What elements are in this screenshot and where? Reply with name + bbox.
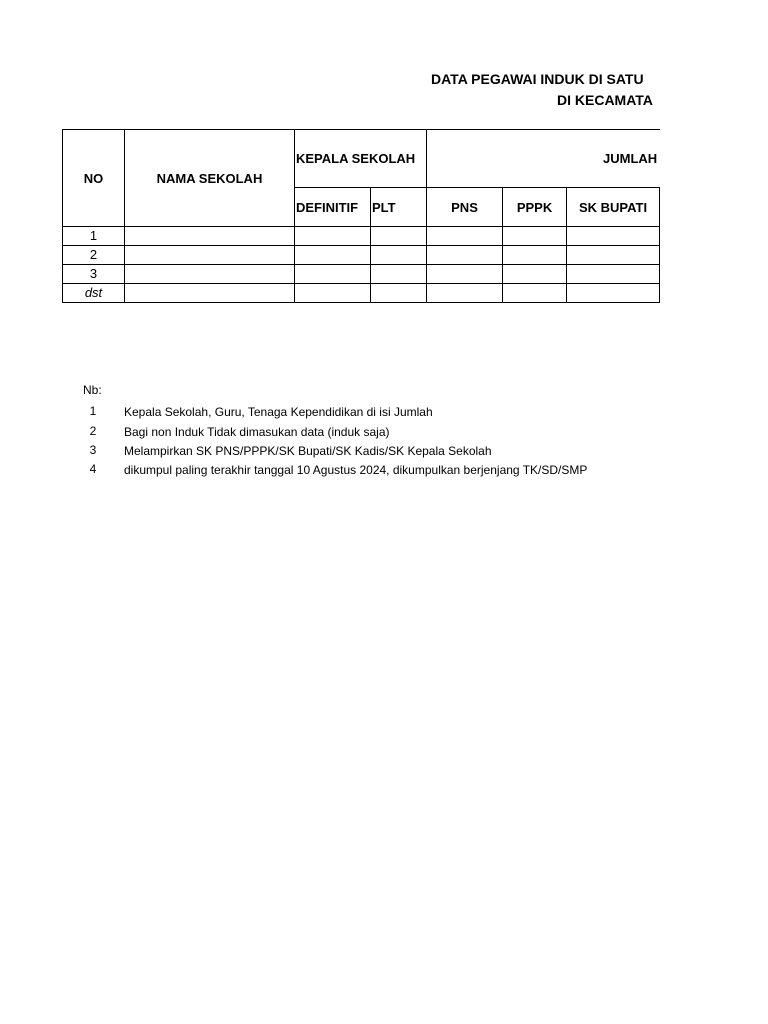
- note-number: 1: [89, 404, 97, 418]
- note-item: [83, 442, 103, 458]
- note-number: 3: [89, 443, 97, 457]
- note-item: [83, 423, 103, 439]
- header-pppk: PPPK: [503, 188, 567, 227]
- header-pns: PNS: [427, 188, 503, 227]
- header-kepala-sekolah: KEPALA SEKOLAH: [295, 130, 427, 188]
- header-jumlah: JUMLAH: [427, 130, 660, 188]
- cell-pppk[interactable]: [503, 284, 567, 303]
- cell-pns[interactable]: [427, 265, 503, 284]
- cell-plt[interactable]: [371, 265, 427, 284]
- note-number: 4: [89, 462, 97, 476]
- cell-pns[interactable]: [427, 227, 503, 246]
- row-number: 1: [63, 227, 125, 246]
- cell-nama-sekolah[interactable]: [125, 246, 295, 265]
- cell-sk-bupati[interactable]: [567, 284, 660, 303]
- table-row: [63, 227, 661, 246]
- cell-definitif[interactable]: [295, 265, 371, 284]
- document-title-line-2: DI KECAMATA: [557, 92, 653, 108]
- cell-pppk[interactable]: [503, 246, 567, 265]
- cell-pppk[interactable]: [503, 227, 567, 246]
- note-text: Kepala Sekolah, Guru, Tenaga Kependidikan di isi Jumlah: [124, 405, 433, 419]
- note-number: 2: [89, 424, 97, 438]
- cell-pns[interactable]: [427, 246, 503, 265]
- notes-label: Nb:: [83, 383, 102, 397]
- row-number: 2: [63, 246, 125, 265]
- header-plt: PLT: [371, 188, 427, 227]
- cell-definitif[interactable]: [295, 284, 371, 303]
- cell-pppk[interactable]: [503, 265, 567, 284]
- note-item: [83, 461, 103, 477]
- header-nama-sekolah: NAMA SEKOLAH: [125, 130, 295, 227]
- row-number: 3: [63, 265, 125, 284]
- cell-nama-sekolah[interactable]: [125, 284, 295, 303]
- note-text: dikumpul paling terakhir tanggal 10 Agustus 2024, dikumpulkan berjenjang TK/SD/SMP: [124, 463, 588, 477]
- note-text: Melampirkan SK PNS/PPPK/SK Bupati/SK Kadis/SK Kepala Sekolah: [124, 444, 492, 458]
- cell-sk-bupati[interactable]: [567, 227, 660, 246]
- note-item: [83, 403, 103, 419]
- cell-sk-bupati[interactable]: [567, 246, 660, 265]
- header-definitif: DEFINITIF: [295, 188, 371, 227]
- cell-nama-sekolah[interactable]: [125, 265, 295, 284]
- cell-nama-sekolah[interactable]: [125, 227, 295, 246]
- row-number: dst: [63, 284, 125, 303]
- header-sk-bupati: SK BUPATI: [567, 188, 660, 227]
- header-no: NO: [63, 130, 125, 227]
- note-text: Bagi non Induk Tidak dimasukan data (induk saja): [124, 425, 390, 439]
- document-title-line-1: DATA PEGAWAI INDUK DI SATU: [431, 71, 644, 87]
- cell-plt[interactable]: [371, 246, 427, 265]
- employee-data-table: [62, 129, 660, 303]
- table-row: [63, 284, 661, 303]
- cell-sk-bupati[interactable]: [567, 265, 660, 284]
- cell-pns[interactable]: [427, 284, 503, 303]
- cell-definitif[interactable]: [295, 246, 371, 265]
- table-row: [63, 246, 661, 265]
- cell-plt[interactable]: [371, 227, 427, 246]
- cell-definitif[interactable]: [295, 227, 371, 246]
- table-row: [63, 265, 661, 284]
- cell-plt[interactable]: [371, 284, 427, 303]
